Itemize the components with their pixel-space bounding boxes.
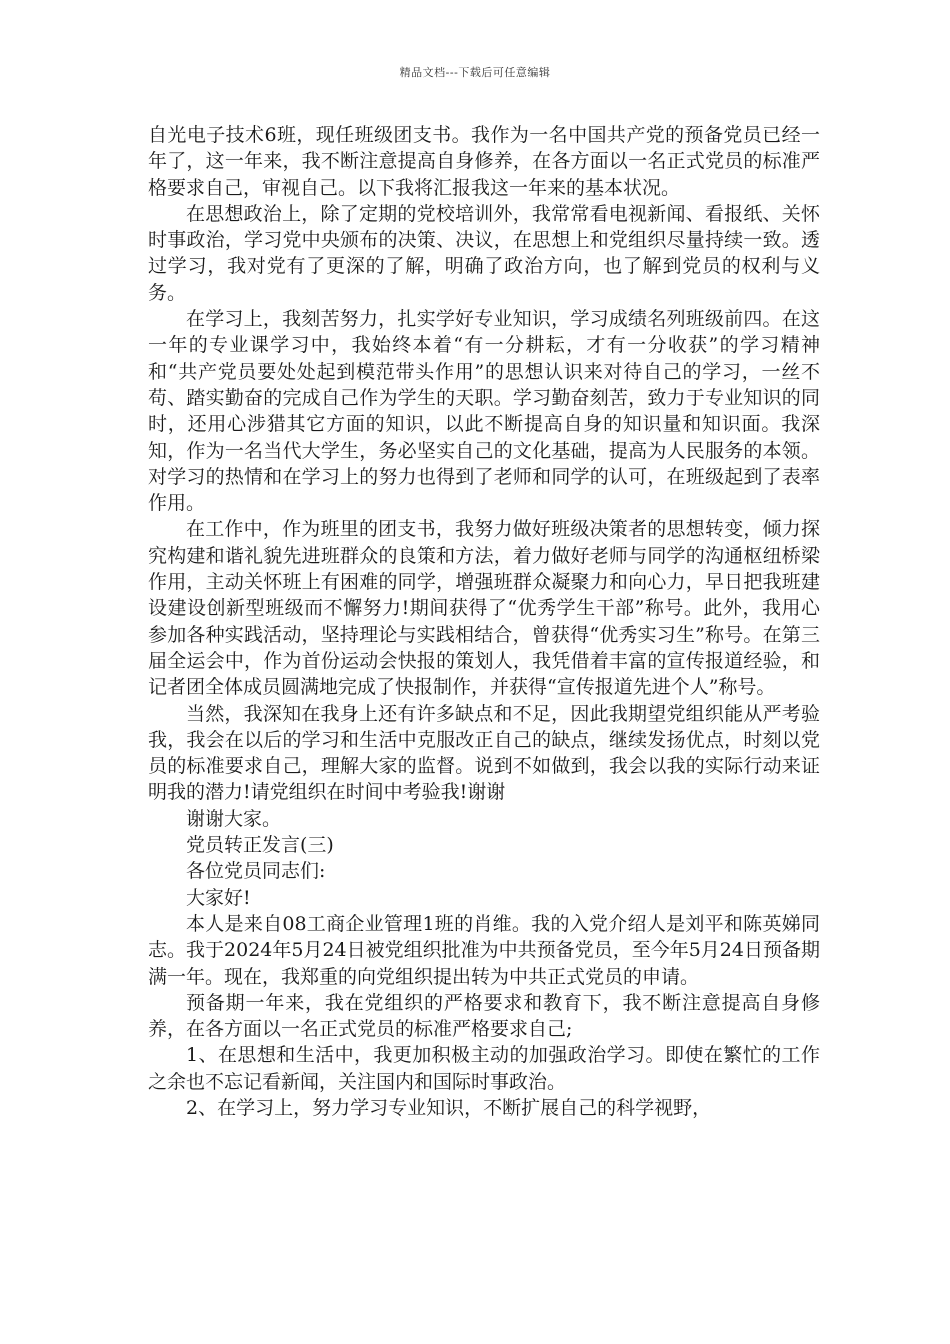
document-body: [148, 122, 820, 1121]
paragraph-probation: 预备期一年来，我在党组织的严格要求和教育下，我不断注意提高自身修养，在各方面以一名正式党员的标准严格要求自己;: [148, 991, 820, 1041]
list-item-2: 2、在学习上，努力学习专业知识，不断扩展自己的科学视野，: [186, 1096, 712, 1119]
salutation: 各位党员同志们:: [186, 860, 326, 883]
paragraph-study: 在学习上，我刻苦努力，扎实学好专业知识，学习成绩名列班级前四。在这一年的专业课学习中，我始终本着“有一分耕耘，才有一分收获”的学习精神和“共产党员要处处起到模范带头作用”的思想认识来对待自己的学习，一丝不苟、踏实勤奋的完成自己作为学生的天职。学习勤奋刻苦，致力于专业知识的同时，还用心涉猎其它方面的知识，以此不断提高自身的知识量和知识面。我深知，作为一名当代大学生，务必坚实自己的文化基础，提高为人民服务的本领。对学习的热情和在学习上的努力也得到了老师和同学的认可，在班级起到了表率作用。: [148, 308, 820, 515]
section-title: 党员转正发言(三): [186, 834, 334, 857]
list-item-1: 1、在思想和生活中，我更加积极主动的加强政治学习。即使在繁忙的工作之余也不忘记看新闻，关注国内和国际时事政治。: [148, 1044, 820, 1093]
paragraph-shortcomings: 当然，我深知在我身上还有许多缺点和不足，因此我期望党组织能从严考验我，我会在以后的学习和生活中克服改正自己的缺点，继续发扬优点，时刻以党员的标准要求自己，理解大家的监督。说到不如做到，我会以我的实际行动来证明我的潜力!请党组织在时间中考验我!谢谢: [148, 702, 820, 804]
greeting: 大家好!: [186, 886, 251, 909]
paragraph-work: 在工作中，作为班里的团支书，我努力做好班级决策者的思想转变，倾力探究构建和谐礼貌先进班群众的良策和方法，着力做好老师与同学的沟通枢纽桥梁作用，主动关怀班上有困难的同学，增强班群众凝聚力和向心力，早日把我班建设建设创新型班级而不懈努力!期间获得了“优秀学生干部”称号。此外，我用心参加各种实践活动，坚持理论与实践相结合，曾获得“优秀实习生”称号。在第三届全运会中，作为首份运动会快报的策划人，我凭借着丰富的宣传报道经验，和记者团全体成员圆满地完成了快报制作，并获得“宣传报道先进个人”称号。: [148, 518, 820, 699]
page-header: 精品文档---下载后可任意编辑: [399, 66, 551, 79]
paragraph-intro: 自光电子技术6班，现任班级团支书。我作为一名中国共产党的预备党员已经一年了，这一年来，我不断注意提高自身修养，在各方面以一名正式党员的标准严格要求自己，审视自己。以下我将汇报我这一年来的基本状况。: [148, 124, 820, 199]
paragraph-self-intro: 本人是来自08工商企业管理1班的肖维。我的入党介绍人是刘平和陈英娣同志。我于2024年5月24日被党组织批准为中共预备党员，至今年5月24日预备期满一年。现在，我郑重的向党组织提出转为中共正式党员的申请。: [148, 912, 820, 988]
paragraph-thanks: 谢谢大家。: [186, 807, 282, 830]
paragraph-politics: 在思想政治上，除了定期的党校培训外，我常常看电视新闻、看报纸、关怀时事政治，学习党中央颁布的决策、决议，在思想上和党组织尽量持续一致。透过学习，我对党有了更深的了解，明确了政治方向，也了解到党员的权利与义务。: [148, 202, 820, 304]
